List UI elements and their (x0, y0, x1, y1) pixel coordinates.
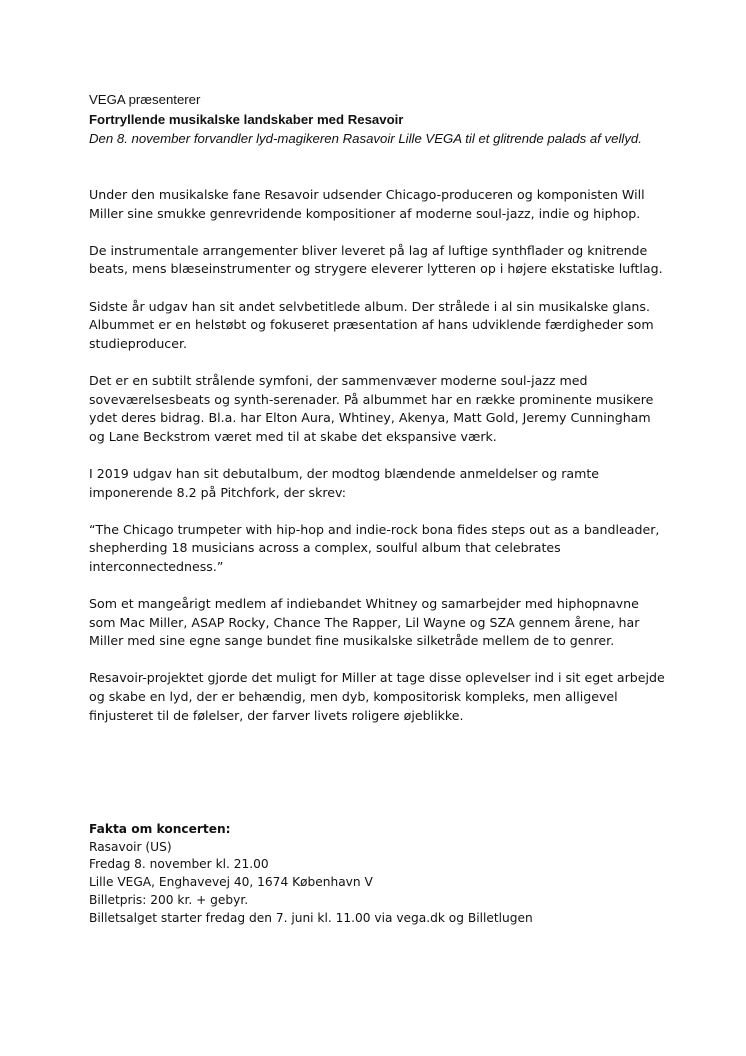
presenter-line: VEGA præsenterer (89, 92, 201, 107)
facts-venue: Lille VEGA, Enghavevej 40, 1674 København V (89, 875, 373, 890)
paragraph-arrangements: De instrumentale arrangementer bliver leveret på lag af luftige synthflader og knitrende beats, mens blæseinstrumenter og strygere eleverer lytteren op i højere ekstatiske luftlag. (89, 242, 663, 277)
paragraph-intro: Under den musikalske fane Resavoir udsender Chicago-produceren og komponisten Will Miller sine smukke genrevridende kompositioner af moderne soul-jazz, indie og hiphop. (89, 187, 645, 221)
headline: Fortryllende musikalske landskaber med Resavoir (89, 111, 404, 127)
paragraph-collaborations: Som et mangeårigt medlem af indiebandet Whitney og samarbejder med hiphopnavne som Mac Miller, ASAP Rocky, Chance The Rapper, Lil Wayne og SZA gennem årene, har Miller med sine egne sange bundet fine musikalske silketråde mellem de to genrer. (89, 596, 640, 649)
facts-ticket-sale: Billetsalget starter fredag den 7. juni kl. 11.00 via vega.dk og Billetlugen (89, 910, 533, 925)
press-release-header (89, 90, 669, 149)
facts-price: Billetpris: 200 kr. + gebyr. (89, 892, 249, 907)
concert-facts (89, 821, 669, 927)
paragraph-symphony: Det er en subtilt strålende symfoni, der sammenvæver moderne soul-jazz med soveværelsesbeats og synth-serenader. På albummet har en række prominente musikere ydet deres bidrag. Bl.a. har Elton Aura, Whtiney, Akenya, Matt Gold, Jeremy Cunningham og Lane Beckstrom været med til at skabe det ekspansive værk. (89, 372, 654, 444)
facts-heading: Fakta om koncerten: (89, 822, 231, 836)
paragraph-debut: I 2019 udgav han sit debutalbum, der modtog blændende anmeldelser og ramte imponerende 8.2 på Pitchfork, der skrev: (89, 465, 600, 500)
paragraph-album: Sidste år udgav han sit andet selvbetitlede album. Der strålede i al sin musikalske glans. Albummet er en helstøbt og fokuseret præsentation af hans udviklende færdigheder som studieproducer. (89, 298, 654, 351)
paragraph-quote: “The Chicago trumpeter with hip-hop and indie-rock bona fides steps out as a bandleader, shepherding 18 musicians across a complex, soulful album that celebrates interconnectedness.” (89, 521, 660, 574)
facts-artist: Rasavoir (US) (89, 839, 172, 854)
facts-date: Fredag 8. november kl. 21.00 (89, 857, 269, 872)
paragraph-project: Resavoir-projektet gjorde det muligt for Miller at tage disse oplevelser ind i sit eget arbejde og skabe en lyd, der er behændig, men dyb, kompositorisk kompleks, men alligevel finjusteret til de følelser, der farver livets roligere øjeblikke. (89, 670, 665, 723)
subheading: Den 8. november forvandler lyd-magikeren Rasavoir Lille VEGA til et glitrende palads af vellyd. (89, 131, 642, 146)
article-body (89, 186, 669, 744)
